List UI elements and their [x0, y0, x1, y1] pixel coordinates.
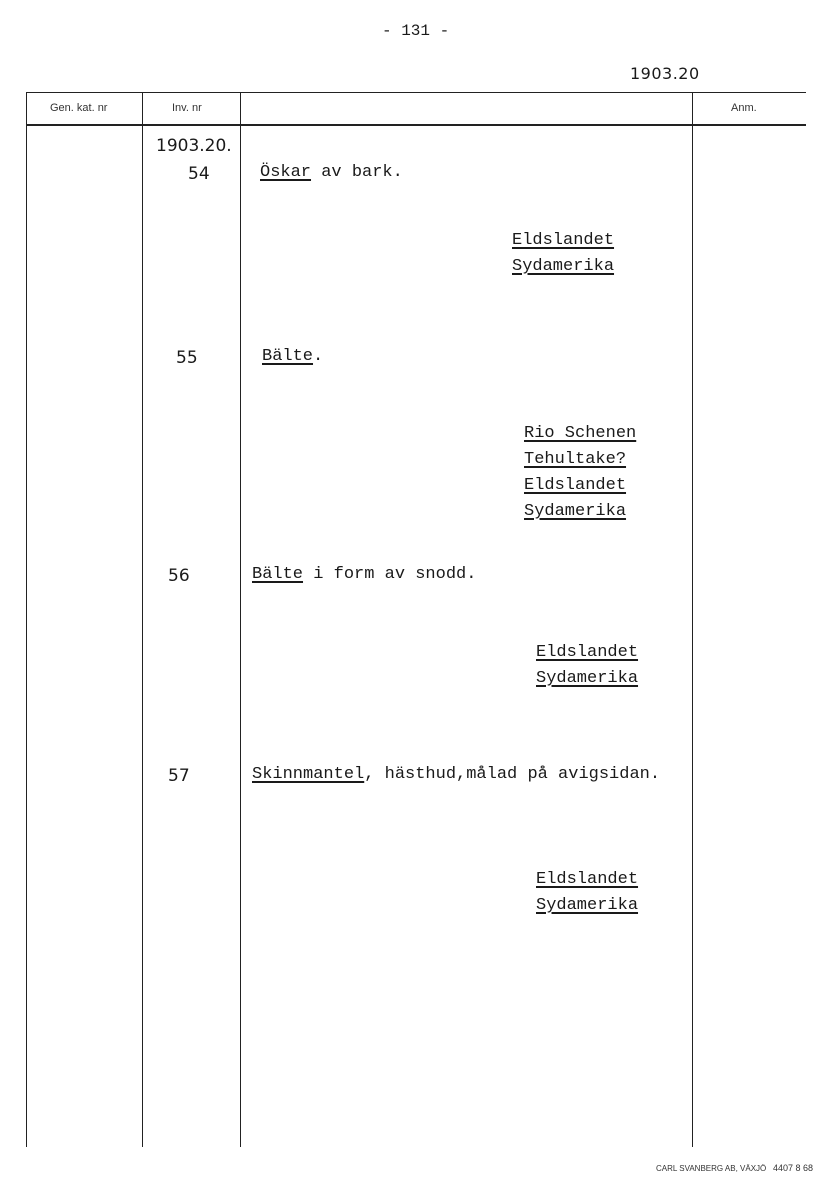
form-code: 4407 8 68 — [772, 1163, 813, 1173]
column-header-inv-nr: Inv. nr — [172, 102, 202, 114]
column-rule-left — [26, 92, 27, 1147]
location-line: Eldslandet — [512, 231, 615, 250]
entry-description — [260, 163, 403, 182]
location-line: Sydamerika — [512, 257, 615, 276]
page-number: - 131 - — [382, 22, 450, 40]
entry-term: Skinnmantel — [252, 765, 365, 784]
entry-text: . — [313, 347, 324, 366]
entry-description — [252, 565, 476, 584]
column-rule-gen — [142, 92, 143, 1147]
column-header-gen-kat-nr: Gen. kat. nr — [50, 102, 108, 114]
location-line: Sydamerika — [536, 669, 639, 688]
table-top-rule — [26, 92, 806, 93]
entry-term: Öskar — [260, 163, 312, 182]
location-line: Eldslandet — [524, 476, 627, 495]
entry-locations — [512, 228, 614, 280]
location-line: Tehultake? — [524, 450, 627, 469]
inv-number: 54 — [188, 164, 210, 184]
entry-description — [262, 347, 323, 366]
location-line: Rio Schenen — [524, 424, 637, 443]
entry-text: i form av snodd. — [303, 565, 477, 584]
inv-number: 55 — [176, 348, 198, 368]
location-line: Eldslandet — [536, 870, 639, 889]
column-header-anm: Anm. — [731, 102, 757, 114]
inv-number: 56 — [168, 566, 190, 586]
entry-description — [252, 765, 660, 784]
inv-number: 57 — [168, 766, 190, 786]
column-rule-description — [692, 92, 693, 1147]
entry-locations — [524, 421, 636, 525]
location-line: Eldslandet — [536, 643, 639, 662]
entry-text: av bark. — [311, 163, 403, 182]
location-line: Sydamerika — [524, 502, 627, 521]
table-header-rule — [26, 124, 806, 126]
printer-imprint — [656, 1163, 813, 1173]
entry-locations — [536, 867, 638, 919]
inv-prefix: 1903.20. — [156, 136, 232, 156]
entry-text: , hästhud,målad på avigsidan. — [364, 765, 661, 784]
column-rule-inv — [240, 92, 241, 1147]
entry-locations — [536, 640, 638, 692]
catalogue-number: 1903.20 — [630, 64, 700, 83]
location-line: Sydamerika — [536, 896, 639, 915]
entry-term: Bälte — [262, 347, 314, 366]
entry-term: Bälte — [252, 565, 304, 584]
printer-name: CARL SVANBERG AB, VÄXJÖ — [656, 1164, 767, 1173]
